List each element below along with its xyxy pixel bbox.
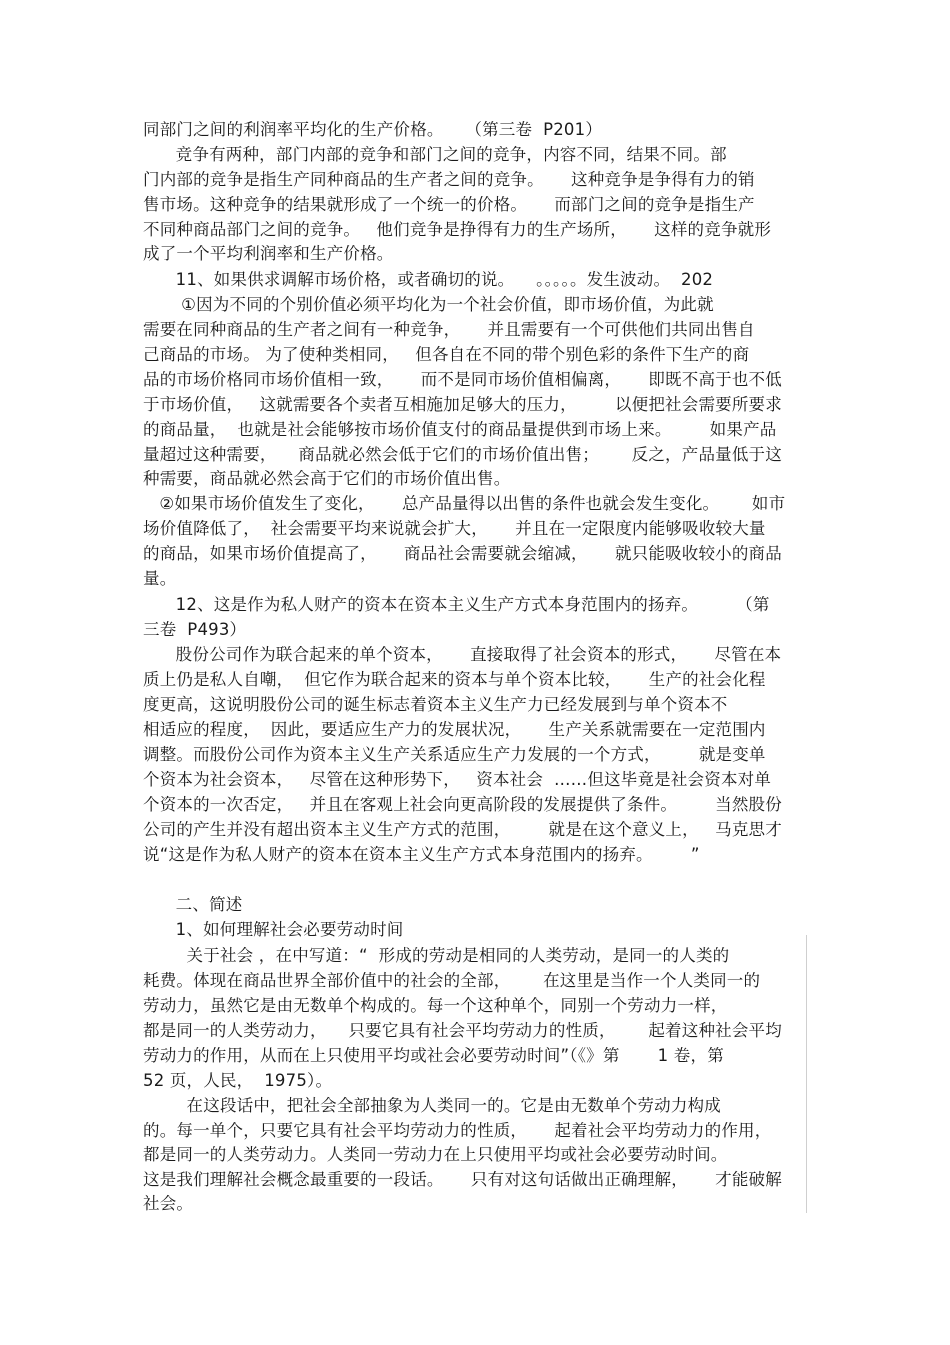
text-line: 的商品量， 也就是社会能够按市场价值支付的商品量提供到市场上来。 如果产品	[143, 420, 777, 439]
text-line: 同部门之间的利润率平均化的生产价格。 （第三卷 P201）	[143, 120, 603, 139]
text-line: 的。每一单个，只要它具有社会平均劳动力的性质， 起着社会平均劳动力的作用，	[143, 1121, 772, 1140]
question-heading: 1、如何理解社会必要劳动时间	[143, 920, 404, 939]
text-line: 质上仍是私人自嘲， 但它作为联合起来的资本与单个资本比较， 生产的社会化程	[143, 670, 766, 689]
text-line: 成了一个平均利润率和生产价格。	[143, 244, 394, 263]
text-line: ①因为不同的个别价值必须平均化为一个社会价值，即市场价值，为此就	[143, 295, 714, 314]
text-line: 劳动力的作用，从而在上只使用平均或社会必要劳动时间”（《》第 1 卷，第	[143, 1046, 724, 1065]
text-line: 劳动力，虽然它是由无数单个构成的。每一个这种单个，同别一个劳动力一样，	[143, 996, 728, 1015]
text-line: 都是同一的人类劳动力， 只要它具有社会平均劳动力的性质， 起着这种社会平均	[143, 1021, 782, 1040]
text-line: 度更高，这说明股份公司的诞生标志着资本主义生产力已经发展到与单个资本不	[143, 695, 728, 714]
text-line: 不同种商品部门之间的竞争。 他们竞争是挣得有力的生产场所， 这样的竞争就形	[143, 220, 772, 239]
text-line: 己商品的市场。 为了使种类相同， 但各自在不同的带个别色彩的条件下生产的商	[143, 345, 750, 364]
text-line: 个资本为社会资本， 尽管在这种形势下， 资本社会 ……但这毕竟是社会资本对单	[143, 770, 772, 789]
text-line: 都是同一的人类劳动力。人类同一劳动力在上只使用平均或社会必要劳动时间。	[143, 1145, 728, 1164]
text-line: 关于社会 ，在中写道：“ 形成的劳动是相同的人类劳动，是同一的人类的	[143, 946, 730, 965]
text-line: 门内部的竞争是指生产同种商品的生产者之间的竞争。 这种竞争是争得有力的销	[143, 170, 755, 189]
text-line: 竞争有两种，部门内部的竞争和部门之间的竞争，内容不同，结果不同。部	[143, 145, 727, 164]
text-line: 品的市场价格同市场价值相一致， 而不是同市场价值相偏离， 即既不高于也不低	[143, 370, 782, 389]
text-line: ②如果市场价值发生了变化， 总产品量得以出售的条件也就会发生变化。 如市	[143, 494, 786, 513]
text-line: 11、如果供求调解市场价格，或者确切的说。 。。。。。发生波动。 202	[143, 270, 714, 289]
text-line: 量。	[143, 569, 177, 588]
text-line: 调整。而股份公司作为资本主义生产关系适应生产力发展的一个方式， 就是变单	[143, 745, 766, 764]
text-line: 需要在同种商品的生产者之间有一种竞争， 并且需要有一个可供他们共同出售自	[143, 320, 755, 339]
text-line: 种需要，商品就必然会高于它们的市场价值出售。	[143, 469, 511, 488]
text-line: 股份公司作为联合起来的单个资本， 直接取得了社会资本的形式， 尽管在本	[143, 645, 782, 664]
text-line: 耗费。体现在商品世界全部价值中的社会的全部， 在这里是当作一个人类同一的	[143, 971, 761, 990]
text-line: 的商品，如果市场价值提高了， 商品社会需要就会缩减， 就只能吸收较小的商品	[143, 544, 782, 563]
text-line: 在这段话中，把社会全部抽象为人类同一的。它是由无数单个劳动力构成	[143, 1096, 721, 1115]
text-line: 52 页，人民， 1975）。	[143, 1071, 333, 1090]
text-line: 12、这是作为私人财产的资本在资本主义生产方式本身范围内的扬弃。 （第	[143, 595, 770, 614]
text-line: 这是我们理解社会概念最重要的一段话。 只有对这句话做出正确理解， 才能破解	[143, 1170, 782, 1189]
text-line: 量超过这种需要， 商品就必然会低于它们的市场价值出售； 反之，产品量低于这	[143, 445, 782, 464]
text-line: 说“这是作为私人财产的资本在资本主义生产方式本身范围内的扬弃。 ”	[143, 845, 700, 864]
text-line: 相适应的程度， 因此，要适应生产力的发展状况， 生产关系就需要在一定范围内	[143, 720, 766, 739]
text-line: 三卷 P493）	[143, 620, 247, 639]
text-line: 公司的产生并没有超出资本主义生产方式的范围， 就是在这个意义上， 马克思才	[143, 820, 782, 839]
quote-border	[806, 935, 807, 1213]
text-line: 个资本的一次否定， 并且在客观上社会向更高阶段的发展提供了条件。 当然股份	[143, 795, 782, 814]
text-line: 于市场价值， 这就需要各个卖者互相施加足够大的压力， 以便把社会需要所要求	[143, 395, 782, 414]
text-line: 场价值降低了， 社会需要平均来说就会扩大， 并且在一定限度内能够吸收较大量	[143, 519, 766, 538]
section-heading: 二、简述	[143, 895, 243, 914]
text-line: 售市场。这种竞争的结果就形成了一个统一的价格。 而部门之间的竞争是指生产	[143, 195, 755, 214]
text-line: 社会。	[143, 1194, 194, 1213]
